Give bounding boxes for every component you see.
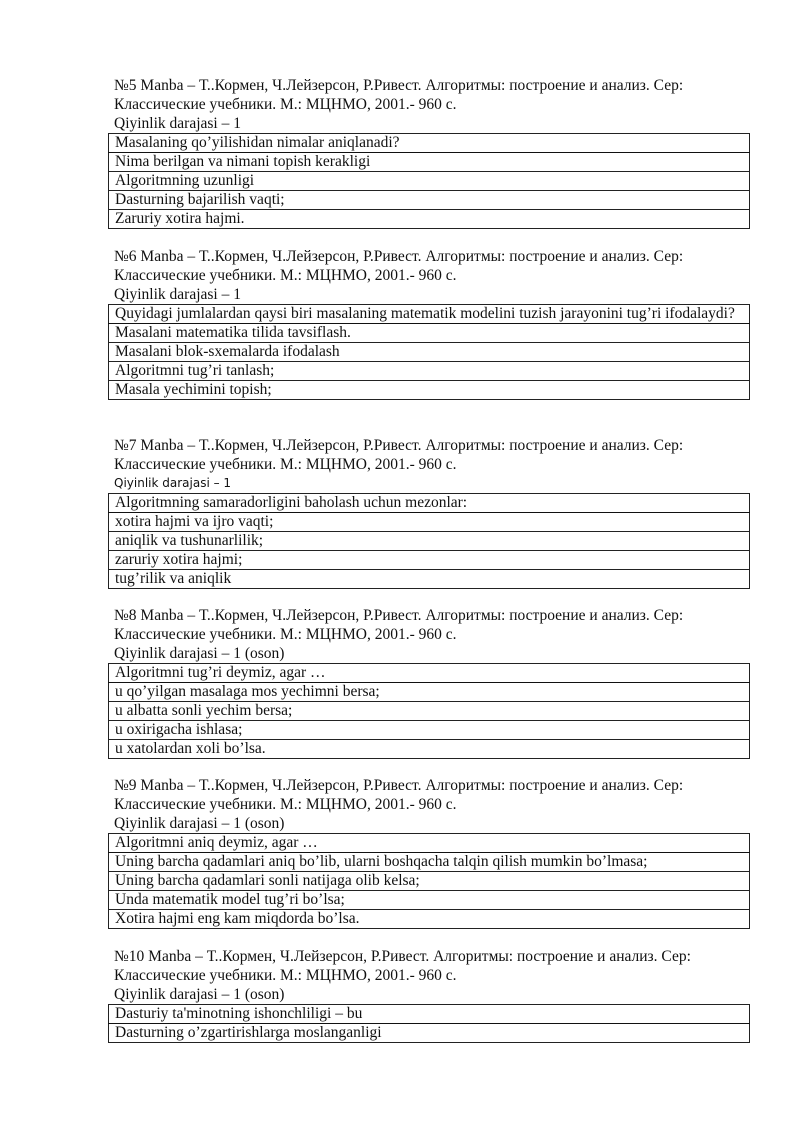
question-8 [108, 606, 750, 759]
answer-option: zaruriy xotira hajmi; [109, 551, 750, 570]
answer-option: Nima berilgan va nimani topish kerakligi [109, 153, 750, 172]
question-5 [108, 76, 750, 229]
difficulty-level: Qiyinlik darajasi – 1 (oson) [114, 645, 285, 662]
answer-option: Xotira hajmi eng kam miqdorda bo’lsa. [109, 910, 750, 929]
answer-option: Masalani matematika tilida tavsiflash. [109, 324, 750, 343]
question-source: №10 Manba – Т..Кормен, Ч.Лейзерсон, Р.Ривест. Алгоритмы: построение и анализ. Сер: Классические учебники. М.: МЦНМО, 2001.- 960 с. [114, 948, 691, 984]
answer-option: Uning barcha qadamlari sonli natijaga olib kelsa; [109, 872, 750, 891]
answer-option: u xatolardan xoli bo’lsa. [109, 740, 750, 759]
answer-option: u albatta sonli yechim bersa; [109, 702, 750, 721]
question-stem: Algoritmning samaradorligini baholash uchun mezonlar: [109, 494, 750, 513]
answer-option: Zaruriy xotira hajmi. [109, 210, 750, 229]
answer-table [108, 663, 750, 759]
question-source: №8 Manba – Т..Кормен, Ч.Лейзерсон, Р.Ривест. Алгоритмы: построение и анализ. Сер: Классические учебники. М.: МЦНМО, 2001.- 960 с. [114, 607, 684, 643]
question-source: №5 Manba – Т..Кормен, Ч.Лейзерсон, Р.Ривест. Алгоритмы: построение и анализ. Сер: Классические учебники. М.: МЦНМО, 2001.- 960 с. [114, 77, 684, 113]
question-6 [108, 247, 750, 400]
answer-option: Unda matematik model tug’ri bo’lsa; [109, 891, 750, 910]
answer-option: u oxirigacha ishlasa; [109, 721, 750, 740]
answer-option: Dasturning bajarilish vaqti; [109, 191, 750, 210]
answer-table [108, 1004, 750, 1043]
answer-option: Algoritmni tug’ri tanlash; [109, 362, 750, 381]
answer-option: u qo’yilgan masalaga mos yechimni bersa; [109, 683, 750, 702]
answer-table [108, 833, 750, 929]
difficulty-level: Qiyinlik darajasi – 1 [114, 115, 241, 132]
question-source: №6 Manba – Т..Кормен, Ч.Лейзерсон, Р.Ривест. Алгоритмы: построение и анализ. Сер: Классические учебники. М.: МЦНМО, 2001.- 960 с. [114, 248, 684, 284]
question-7 [108, 436, 750, 589]
answer-option: aniqlik va tushunarlilik; [109, 532, 750, 551]
difficulty-level: Qiyinlik darajasi – 1 [114, 286, 241, 303]
question-stem: Dasturiy ta'minotning ishonchliligi – bu [109, 1005, 750, 1024]
answer-option: Uning barcha qadamlari aniq bo’lib, ularni boshqacha talqin qilish mumkin bo’lmasa; [109, 853, 750, 872]
answer-option: tug’rilik va aniqlik [109, 570, 750, 589]
question-9 [108, 776, 750, 929]
answer-option: Masalani blok-sxemalarda ifodalash [109, 343, 750, 362]
answer-table [108, 493, 750, 589]
question-stem: Algoritmni tug’ri deymiz, agar … [109, 664, 750, 683]
question-source: №9 Manba – Т..Кормен, Ч.Лейзерсон, Р.Ривест. Алгоритмы: построение и анализ. Сер: Классические учебники. М.: МЦНМО, 2001.- 960 с. [114, 777, 684, 813]
difficulty-level: Qiyinlik darajasi – 1 (oson) [114, 815, 285, 832]
question-stem: Algoritmni aniq deymiz, agar … [109, 834, 750, 853]
question-source: №7 Manba – Т..Кормен, Ч.Лейзерсон, Р.Ривест. Алгоритмы: построение и анализ. Сер: Классические учебники. М.: МЦНМО, 2001.- 960 с. [114, 437, 684, 473]
answer-option: Dasturning o’zgartirishlarga moslanganligi [109, 1024, 750, 1043]
answer-table [108, 304, 750, 400]
difficulty-level: Qiyinlik darajasi – 1 [114, 476, 232, 490]
answer-option: xotira hajmi va ijro vaqti; [109, 513, 750, 532]
question-stem: Masalaning qo’yilishidan nimalar aniqlanadi? [109, 134, 750, 153]
difficulty-level: Qiyinlik darajasi – 1 (oson) [114, 986, 285, 1003]
answer-option: Masala yechimini topish; [109, 381, 750, 400]
question-stem: Quyidagi jumlalardan qaysi biri masalaning matematik modelini tuzish jarayonini tug’ri ifodalaydi? [109, 305, 750, 324]
answer-table [108, 133, 750, 229]
answer-option: Algoritmning uzunligi [109, 172, 750, 191]
question-10 [108, 947, 750, 1043]
